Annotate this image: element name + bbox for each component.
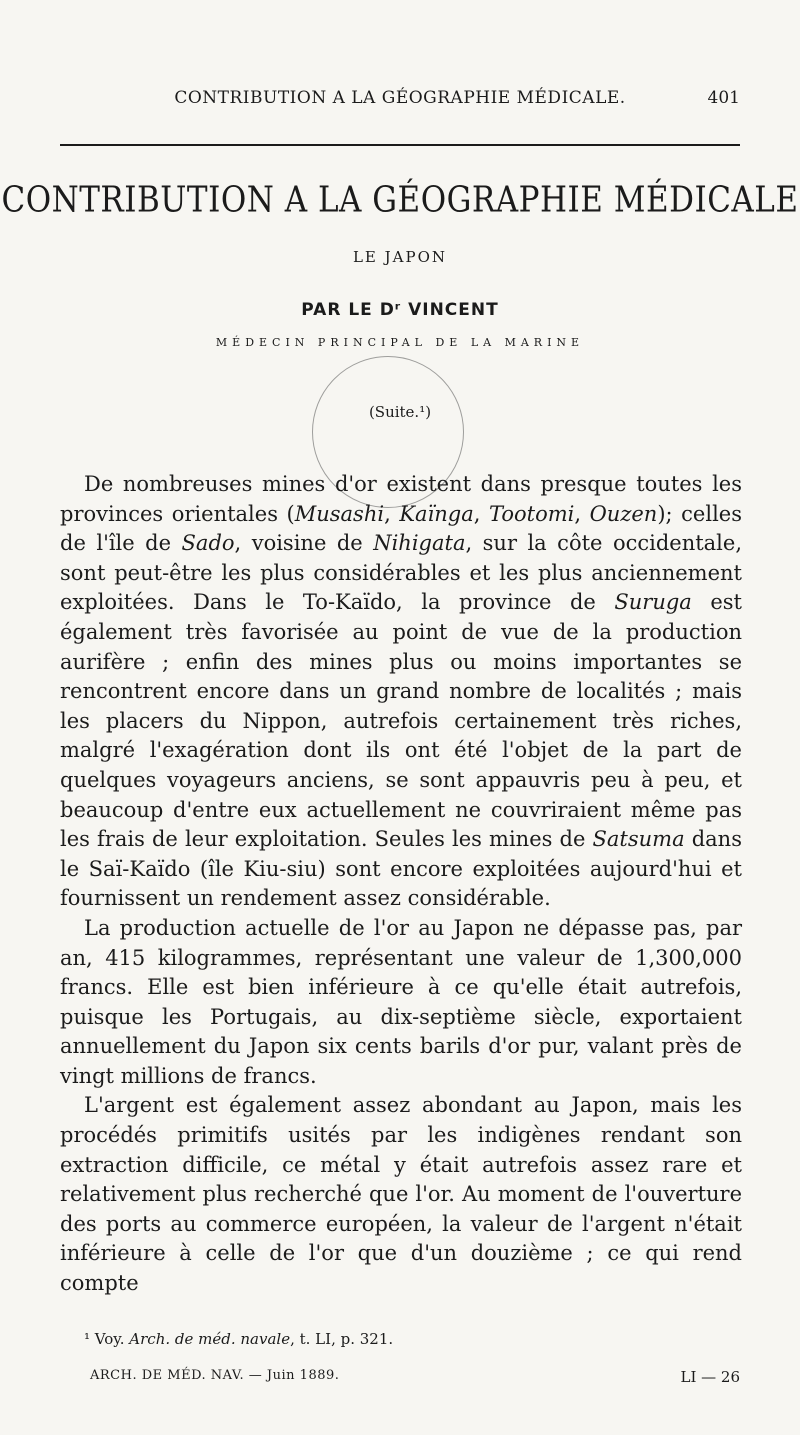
footnote-italic-term: Arch. de méd. navale xyxy=(129,1330,291,1348)
paragraph-text: dans le Saï-Kaïdo (île Kiu-siu) sont encore exploitées aujourd'hui et fournissent un rendement assez considérable. xyxy=(60,827,742,911)
paragraph-italic-term: Suruga xyxy=(614,590,692,615)
paragraph-text: , voisine de xyxy=(234,531,374,556)
paragraph-text: ); celles de l'île de xyxy=(60,501,742,556)
paragraph-italic-term: Satsuma xyxy=(592,827,685,852)
paragraph-text: est également très favorisée au point de vue de la production aurifère ; enfin des mines plus ou moins importantes se rencontrent encore dans un grand nombre de localités ; mais les placers du Nippon, autrefois certainement très riches, malgré l'exagération dont ils ont été l'objet de la part de quelques voyageurs anciens, se sont appauvris peu à peu, et beaucoup d'entre eux actuellement ne couvriraient même pas les frais de leur exploitation. Seules les mines de xyxy=(60,590,742,852)
footnote-text: , t. LI, p. 321. xyxy=(290,1330,394,1348)
body-paragraph xyxy=(60,1091,742,1298)
body-paragraph xyxy=(60,470,742,914)
paragraph-italic-term: Musashi xyxy=(294,501,385,526)
paragraph-italic-term: Ouzen xyxy=(589,501,658,526)
footnote-text: Voy. xyxy=(90,1330,130,1348)
header-rule xyxy=(60,144,740,146)
paragraph-text: L'argent est également assez abondant au Japon, mais les procédés primitifs usités par les indigènes rendant son extraction difficile, ce métal y était autrefois assez rare et relativement plus recherché que l'or. Au moment de l'ouverture des ports au commerce européen, la valeur de l'argent n'était inférieure à celle de l'or que d'un douzième ; ce qui rend compte xyxy=(60,1093,742,1296)
paragraph-text: , sur la côte occidentale, sont peut-être les plus considérables et les plus anciennement exploitées. Dans le To-Kaïdo, la province de xyxy=(60,531,742,615)
article-body xyxy=(60,470,742,1299)
running-head-title: CONTRIBUTION A LA GÉOGRAPHIE MÉDICALE. xyxy=(174,88,626,108)
paragraph-text: , xyxy=(384,501,400,526)
paragraph-text: De nombreuses mines d'or existent dans presque toutes les provinces orientales ( xyxy=(60,472,742,526)
article-author: PAR LE Dʳ VINCENT xyxy=(301,300,499,320)
footer-signature-mark: LI — 26 xyxy=(680,1368,740,1386)
body-paragraph xyxy=(60,914,742,1092)
paragraph-italic-term: Kaïnga xyxy=(399,501,474,526)
article-title: CONTRIBUTION A LA GÉOGRAPHIE MÉDICALE xyxy=(1,179,799,221)
page-number: 401 xyxy=(707,88,740,108)
paragraph-text: , xyxy=(473,501,489,526)
author-role: MÉDECIN PRINCIPAL DE LA MARINE xyxy=(215,336,585,349)
paragraph-text: La production actuelle de l'or au Japon ne dépasse pas, par an, 415 kilogrammes, représentant une valeur de 1,300,000 francs. Elle est bien inférieure à ce qu'elle était autrefois, puisque les Portugais, au dix-septième siècle, exportaient annuellement du Japon six cents barils d'or pur, valant près de vingt millions de francs. xyxy=(60,915,742,1088)
paragraph-italic-term: Tootomi xyxy=(488,501,575,526)
footnote-mark: ¹ xyxy=(84,1330,91,1348)
footnote xyxy=(84,1330,744,1348)
running-head xyxy=(60,88,740,116)
paragraph-italic-term: Nihigata xyxy=(373,531,466,556)
paragraph-text: , xyxy=(574,501,590,526)
page-footer xyxy=(90,1368,740,1390)
article-subtitle: LE JAPON xyxy=(352,248,448,266)
footer-journal-reference: ARCH. DE MÉD. NAV. — Juin 1889. xyxy=(90,1368,340,1383)
continuation-note: (Suite.¹) xyxy=(368,403,432,421)
paragraph-italic-term: Sado xyxy=(181,531,235,556)
